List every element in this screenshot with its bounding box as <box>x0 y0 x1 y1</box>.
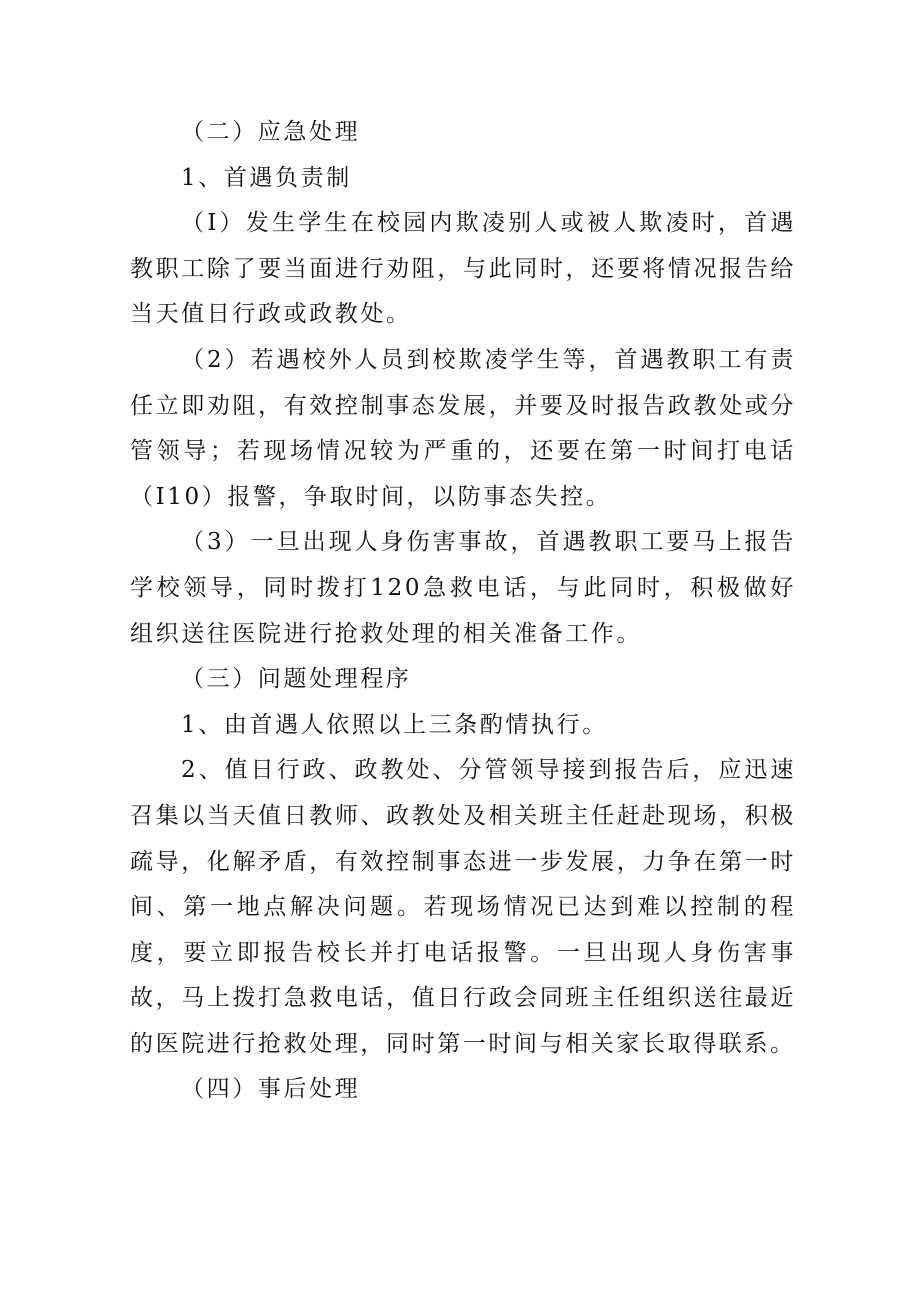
paragraph-procedure-2: 2、值日行政、政教处、分管领导接到报告后，应迅速召集以当天值日教师、政教处及相关班主任赶赴现场，积极疏导，化解矛盾，有效控制事态进一步发展，力争在第一时间、第一地点解决问题。若现场情况已达到难以控制的程度，要立即报告校长并打电话报警。一旦出现人身伤害事故，马上拨打急救电话，值日行政会同班主任组织送往最近的医院进行抢救处理，同时第一时间与相关家长取得联系。 <box>130 757 796 1057</box>
paragraph-item-3: （3）一旦出现人身伤害事故，首遇教职工要马上报告学校领导，同时拨打120急救电话，与此同时，积极做好组织送往医院进行抢救处理的相关准备工作。 <box>130 529 796 647</box>
paragraph-procedure-1: 1、由首遇人依照以上三条酌情执行。 <box>181 711 608 738</box>
paragraph-item-2: （2）若遇校外人员到校欺凌学生等，首遇教职工有责任立即劝阻，有效控制事态发展，并要及时报告政教处或分管领导；若现场情况较为严重的，还要在第一时间打电话（I10）报警，争取时间，以防事态失控。 <box>130 346 796 510</box>
paragraph-item-1: （I）发生学生在校园内欺凌别人或被人欺凌时，首遇教职工除了要当面进行劝阻，与此同时，还要将情况报告给当天值日行政或政教处。 <box>130 210 796 328</box>
subsection-heading-first-responder: 1、首遇负责制 <box>181 164 352 191</box>
section-heading-emergency: （二）应急处理 <box>181 119 361 145</box>
section-heading-procedure: （三）问题处理程序 <box>181 666 412 693</box>
document-body <box>130 110 796 1113</box>
section-heading-aftermath: （四）事后处理 <box>181 1076 361 1103</box>
